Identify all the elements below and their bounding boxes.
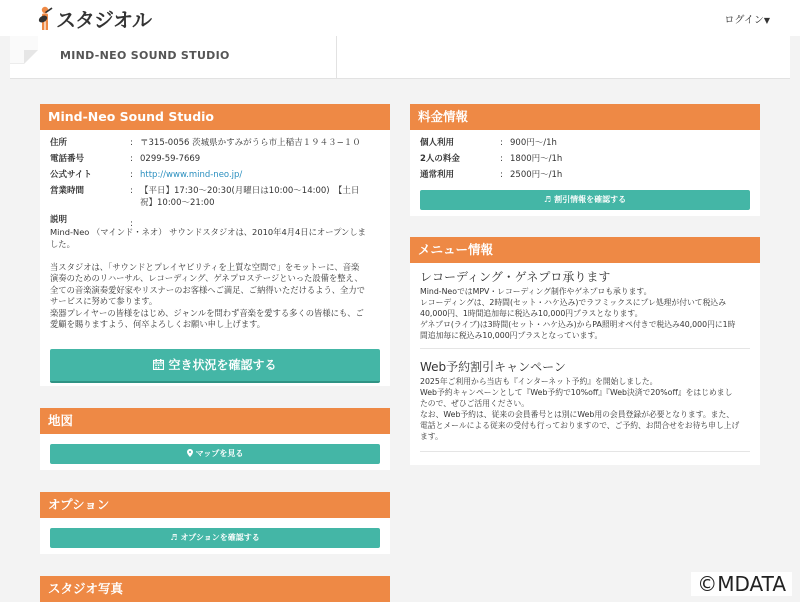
option-title: オプション (40, 492, 390, 518)
check-availability-label: 空き状況を確認する (168, 358, 277, 372)
price-panel: 料金情報 個人利用 : 900円〜/1h 2人の料金 : 1800円〜/1h 通常利用 : 2500円〜/1h ♬ 割引情報を確認する (410, 104, 760, 216)
copyright-watermark: ©MDATA (691, 572, 792, 596)
login-label: ログイン (724, 15, 764, 26)
info-row-hours: 営業時間 : 【平日】17:30〜20:30(月曜日は10:00〜14:00) 【土日 祝】10:00〜21:00 (50, 186, 360, 208)
music-note-icon: ♬ (170, 533, 178, 542)
guitar-player-icon (36, 6, 54, 32)
top-bar (0, 0, 800, 36)
view-map-button[interactable] (50, 444, 380, 464)
menu-panel (410, 237, 760, 465)
menu-item-body: 2025年ご利用から当店も『インターネット予約』を開始しました。 Web予約キャンペーンとして『Web予約で10%off』『Web決済で20%off』をはじめまし たので、ぜひご活用ください。 なお、Web予約は、従来の会員番号とは別にWeb用の会員登録が必要となります。また、 電話とメールによる従来の受付も行っておりますので、ご予約、お問合せをお待ち申し上げ ます。 (420, 377, 740, 441)
phone-value: 0299-59-7669 (140, 154, 201, 164)
check-options-button[interactable] (50, 528, 380, 548)
music-note-icon: ♬ (543, 195, 552, 204)
studio-info-title: Mind-Neo Sound Studio (40, 104, 390, 130)
check-discount-label: 割引情報を確認する (554, 195, 627, 204)
price-title: 料金情報 (410, 104, 760, 130)
menu-item-title: Web予約割引キャンペーン (420, 360, 566, 374)
map-title: 地図 (40, 408, 390, 434)
menu-divider (420, 348, 750, 349)
check-discount-button[interactable] (420, 190, 750, 210)
hours-value-line2: 祝】10:00〜21:00 (140, 198, 215, 208)
studio-header (10, 36, 790, 79)
logo-text: スタジオル (56, 8, 151, 32)
menu-item-title: レコーディング・ゲネプロ承ります (420, 270, 611, 284)
login-menu[interactable] (724, 11, 770, 26)
studio-info-panel: Mind-Neo Sound Studio 住所 : 〒315-0056 茨城県かすみがうら市上稲吉１９４３−１０ 電話番号 : 0299-59-7669 公式サイト : http://www.mind-neo.jp/ 営業時間 : 【平日】17:30〜20:30(月曜日は10:00〜14:00) 【土日 祝】10:00〜21:00 説明 : Mind-Neo （マインド・ネオ） サウンドスタジオは、2010年4月4日にオープンしま した。 当スタジオは、「サウンドとプレイヤビリティを上質な空間で」をモットーに、音楽 演奏のためのリハーサル、レコーディング、ゲネプロステージといった設備を整え、 全ての音楽演奏愛好家やリスナーのお客様へご満足、ご納得いただけるよう、全力で サービスに努めて参ります。 楽器プレイヤーの皆様をはじめ、ジャンルを問わず音楽を愛する多くの皆様にも、ご 愛顧を賜りますよう、何卒よろしくお願い申し上げます。 空き状況を確認する (40, 104, 390, 386)
studio-description: Mind-Neo （マインド・ネオ） サウンドスタジオは、2010年4月4日にオープンしま した。 当スタジオは、「サウンドとプレイヤビリティを上質な空間で」をモットーに、音楽 演奏のためのリハーサル、レコーディング、ゲネプロステージといった設備を整え、 全ての音楽演奏愛好家やリスナーのお客様へご満足、ご納得いただけるよう、全力で サービスに努めて参ります。 楽器プレイヤーの皆様をはじめ、ジャンルを問わず音楽を愛する多くの皆様にも、ご 愛顧を賜りますよう、何卒よろしくお願い申し上げます。 (50, 227, 366, 329)
site-logo[interactable] (36, 4, 151, 33)
website-link[interactable]: http://www.mind-neo.jp/ (140, 170, 243, 180)
map-marker-icon (187, 445, 193, 465)
menu-title: メニュー情報 (410, 237, 760, 263)
menu-divider (420, 451, 750, 452)
header-divider (336, 36, 337, 78)
check-availability-button[interactable] (50, 349, 380, 383)
check-options-label: オプションを確認する (180, 533, 260, 542)
caret-down-icon: ▼ (763, 16, 770, 25)
studio-photos-panel (40, 576, 390, 600)
calendar-icon (153, 350, 164, 382)
map-panel (40, 408, 390, 470)
studio-photos-title: スタジオ写真 (40, 576, 390, 602)
hours-value-line1: 【平日】17:30〜20:30(月曜日は10:00〜14:00) 【土日 (140, 186, 360, 196)
option-panel (40, 492, 390, 554)
address-value: 〒315-0056 茨城県かすみがうら市上稲吉１９４３−１０ (140, 138, 361, 148)
view-map-label: マップを見る (195, 449, 244, 458)
studio-name: MIND-NEO SOUND STUDIO (60, 49, 230, 62)
menu-item-body: Mind-NeoではMPV・レコーディング制作やゲネプロも承ります。 レコーディングは、2時間(セット・ハケ込み)でラフミックスにプレ処理が付いて税込み 40,000円、1時間追加毎に税込み10,000円プラスとなります。 ゲネプロ(ライブ)は3時間(セット・ハケ込み)からPA照明オペ付きで税込み40,000円に1時 間追加毎に税込み10,000円プラスとなっています。 (420, 287, 736, 340)
page-fold-icon (10, 36, 38, 64)
